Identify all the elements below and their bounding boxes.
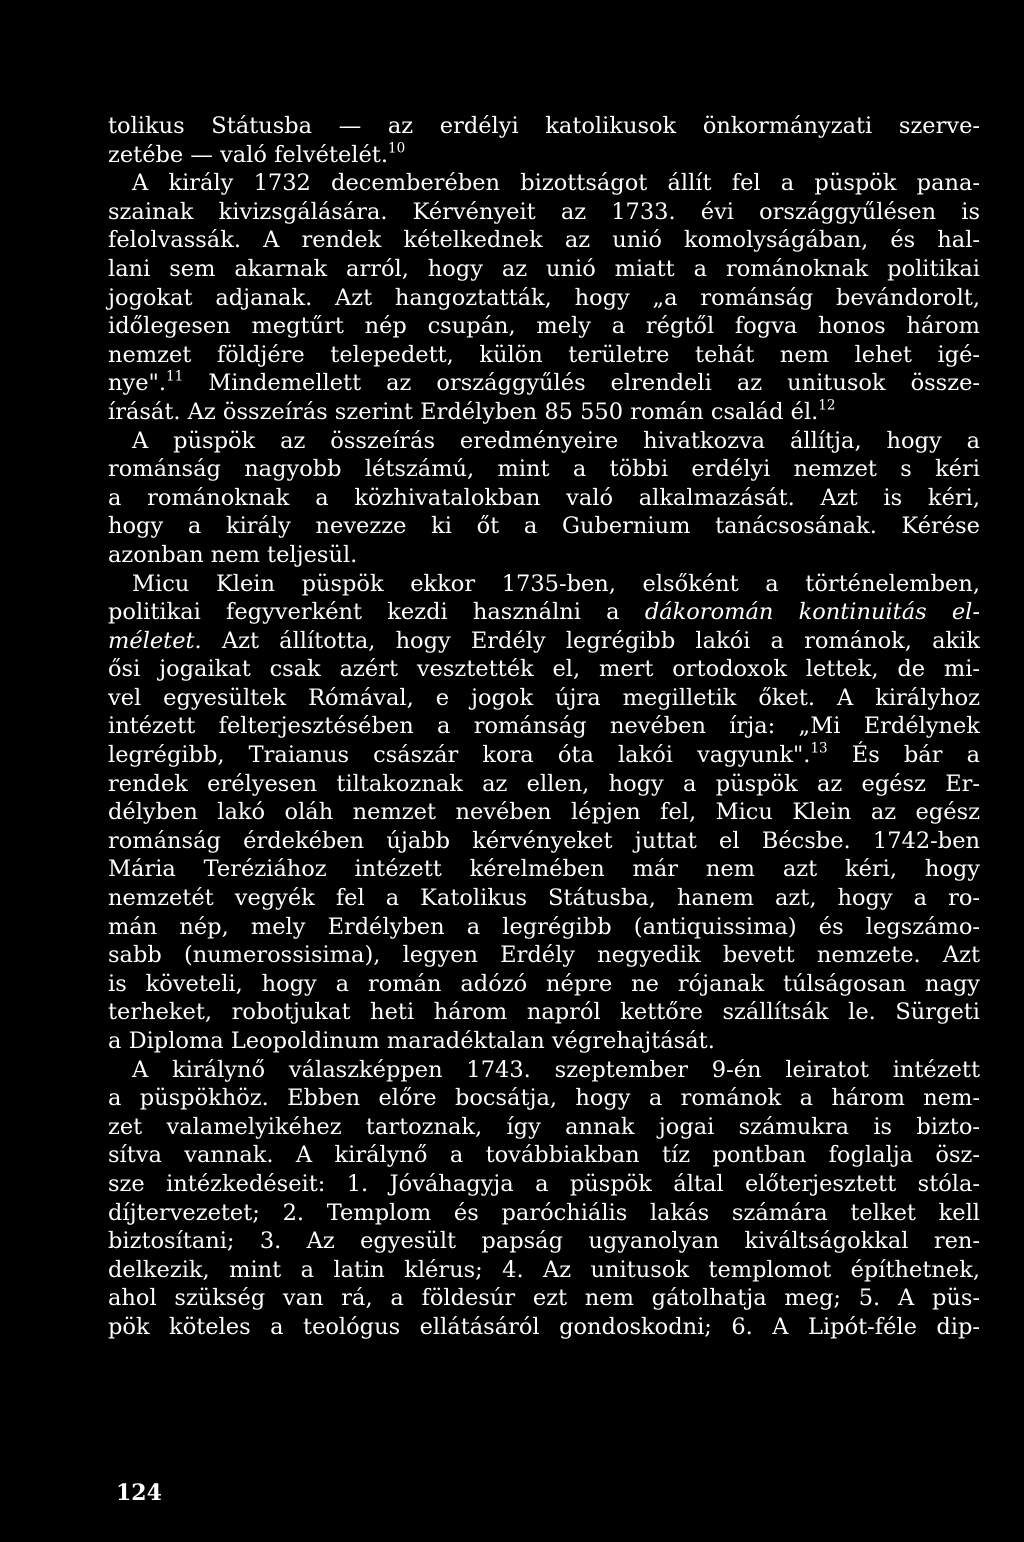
line-text: Mária Teréziához intézett kérelmében már nem azt kéri, hogy: [108, 856, 980, 883]
line-text: És bár a: [827, 742, 980, 769]
paragraph: [108, 1056, 980, 1342]
line-text: ahol szükség van rá, a földesúr ezt nem gátolhatja meg; 5. A püs-: [108, 1285, 980, 1312]
line-text: lani sem akarnak arról, hogy az unió miatt a románoknak politikai: [108, 255, 980, 282]
text-line: [108, 598, 980, 627]
text-line: [108, 712, 980, 741]
line-text: sítva vannak. A királynő a továbbiakban tíz pontban foglalja ösz-: [108, 1142, 980, 1169]
text-line: [108, 855, 980, 884]
text-line: [108, 1056, 980, 1085]
text-line: [108, 512, 980, 541]
text-line: [108, 770, 980, 799]
line-text: intézett felterjesztésében a románság nevében írja: „Mi Erdélynek: [108, 713, 980, 740]
line-text: azonban nem teljesül.: [108, 541, 358, 568]
line-text: A király 1732 decemberében bizottságot állít fel a püspök pana-: [132, 170, 980, 197]
line-text: delkezik, mint a latin klérus; 4. Az unitusok templomot építhetnek,: [108, 1256, 980, 1283]
text-line: [108, 226, 980, 255]
text-line: [108, 798, 980, 827]
line-text: Micu Klein püspök ekkor 1735-ben, elsőként a történelemben,: [132, 570, 980, 597]
line-text: vel egyesültek Rómával, e jogok újra megilletik őket. A királyhoz: [108, 684, 980, 711]
line-text: rendek erélyesen tiltakoznak az ellen, hogy a püspök az egész Er-: [108, 770, 980, 797]
line-text: zetébe — való felvételét.: [108, 141, 388, 168]
text-line: [108, 913, 980, 942]
line-text: pök köteles a teológus ellátásáról gondoskodni; 6. A Lipót-féle dip-: [108, 1313, 980, 1340]
text-line: [108, 1084, 980, 1113]
line-text: románság nagyobb létszámú, mint a többi erdélyi nemzet s kéri: [108, 456, 980, 483]
line-text: zet valamelyikéhez tartoznak, így annak jogai számukra is bizto-: [108, 1113, 980, 1140]
line-text: a püspökhöz. Ebben előre bocsátja, hogy a románok a három nem-: [108, 1085, 980, 1112]
line-text: írását. Az összeírás szerint Erdélyben 85 550 román család él.: [108, 398, 819, 425]
text-line: [108, 341, 980, 370]
paragraph: [108, 169, 980, 426]
line-text: tolikus Státusba — az erdélyi katolikusok önkormányzati szerve-: [108, 113, 980, 139]
text-line: [108, 1313, 980, 1342]
text-line: [108, 541, 980, 570]
text-line: [108, 1227, 980, 1256]
line-text: terheket, robotjukat heti három napról kettőre szállítsák le. Sürgeti: [108, 999, 980, 1026]
paragraph: [108, 427, 980, 570]
line-text: nemzetét vegyék fel a Katolikus Státusba, hanem azt, hogy a ro-: [108, 885, 980, 912]
footnote-marker[interactable]: 12: [818, 397, 836, 414]
line-text: Mindemellett az országgyűlés elrendeli az unitusok össze-: [183, 370, 980, 397]
page-body: [108, 112, 980, 1342]
line-text: időlegesen megtűrt nép csupán, mely a régtől fogva honos három: [108, 313, 980, 340]
paragraph: [108, 570, 980, 1056]
text-line: [108, 941, 980, 970]
line-text: sze intézkedéseit: 1. Jóváhagyja a püspök által előterjesztett stóla-: [108, 1170, 980, 1197]
line-text: délyben lakó oláh nemzet nevében lépjen fel, Micu Klein az egész: [108, 799, 980, 826]
line-text: mán nép, mely Erdélyben a legrégibb (antiquissima) és legszámo-: [108, 913, 980, 940]
text-line: [108, 1199, 980, 1228]
line-text: felolvassák. A rendek kételkednek az unió komolyságában, és hal-: [108, 227, 980, 254]
line-text: Azt állította, hogy Erdély legrégibb lakói a románok, akik: [201, 627, 980, 654]
text-line: [108, 398, 980, 427]
line-text: nemzet földjére telepedett, külön területre tehát nem lehet igé-: [108, 341, 980, 368]
text-line: [108, 1284, 980, 1313]
text-line: [108, 1141, 980, 1170]
line-text: biztosítani; 3. Az egyesült papság ugyanolyan kiváltságokkal ren-: [108, 1228, 980, 1255]
line-text: sabb (numerossisima), legyen Erdély negyedik bevett nemzete. Azt: [108, 942, 980, 969]
text-line: [108, 570, 980, 599]
line-text: politikai fegyverként kezdi használni a: [108, 599, 645, 626]
footnote-marker[interactable]: 10: [388, 140, 406, 157]
text-line: [108, 169, 980, 198]
line-text: románság érdekében újabb kérvényeket juttat el Bécsbe. 1742-ben: [108, 827, 980, 854]
text-line: [108, 998, 980, 1027]
line-text: hogy a király nevezze ki őt a Gubernium tanácsosának. Kérése: [108, 513, 980, 540]
emphasis-text: dákoromán kontinuitás el-: [644, 599, 980, 626]
text-line: [108, 284, 980, 313]
line-text: díjtervezetet; 2. Templom és paróchiális lakás számára telket kell: [108, 1199, 980, 1226]
text-line: [108, 427, 980, 456]
line-text: A püspök az összeírás eredményeire hivatkozva állítja, hogy a: [132, 427, 980, 454]
text-line: [108, 312, 980, 341]
line-text: szainak kivizsgálására. Kérvényeit az 1733. évi országgyűlésen is: [108, 198, 980, 225]
text-line: [108, 198, 980, 227]
text-line: [108, 1170, 980, 1199]
text-line: [108, 655, 980, 684]
line-text: a románoknak a közhivatalokban való alkalmazását. Azt is kéri,: [108, 484, 980, 511]
footnote-marker[interactable]: 11: [166, 368, 184, 385]
text-line: [108, 369, 980, 398]
text-line: [108, 741, 980, 770]
line-text: nye".: [108, 370, 167, 397]
text-line: [108, 627, 980, 656]
text-line: [108, 484, 980, 513]
text-line: [108, 827, 980, 856]
text-line: [108, 1027, 980, 1056]
line-text: a Diploma Leopoldinum maradéktalan végrehajtását.: [108, 1028, 715, 1054]
paragraph: [108, 112, 980, 169]
text-line: [108, 112, 980, 141]
line-text: ősi jogaikat csak azért vesztették el, mert ortodoxok lettek, de mi-: [108, 656, 980, 683]
line-text: legrégibb, Traianus császár kora óta lakói vagyunk".: [108, 742, 811, 769]
text-line: [108, 141, 980, 170]
text-line: [108, 684, 980, 713]
text-line: [108, 255, 980, 284]
line-text: jogokat adjanak. Azt hangoztatták, hogy „a románság bevándorolt,: [108, 284, 980, 311]
line-text: A királynő válaszképpen 1743. szeptember 9-én leiratot intézett: [132, 1056, 980, 1083]
text-line: [108, 884, 980, 913]
line-text: is követeli, hogy a román adózó népre ne rójanak túlságosan nagy: [108, 970, 980, 997]
text-line: [108, 1113, 980, 1142]
text-line: [108, 970, 980, 999]
page-number: 124: [116, 1480, 162, 1506]
footnote-marker[interactable]: 13: [810, 740, 828, 757]
emphasis-text: méletet.: [108, 627, 202, 654]
text-line: [108, 1256, 980, 1285]
text-line: [108, 455, 980, 484]
